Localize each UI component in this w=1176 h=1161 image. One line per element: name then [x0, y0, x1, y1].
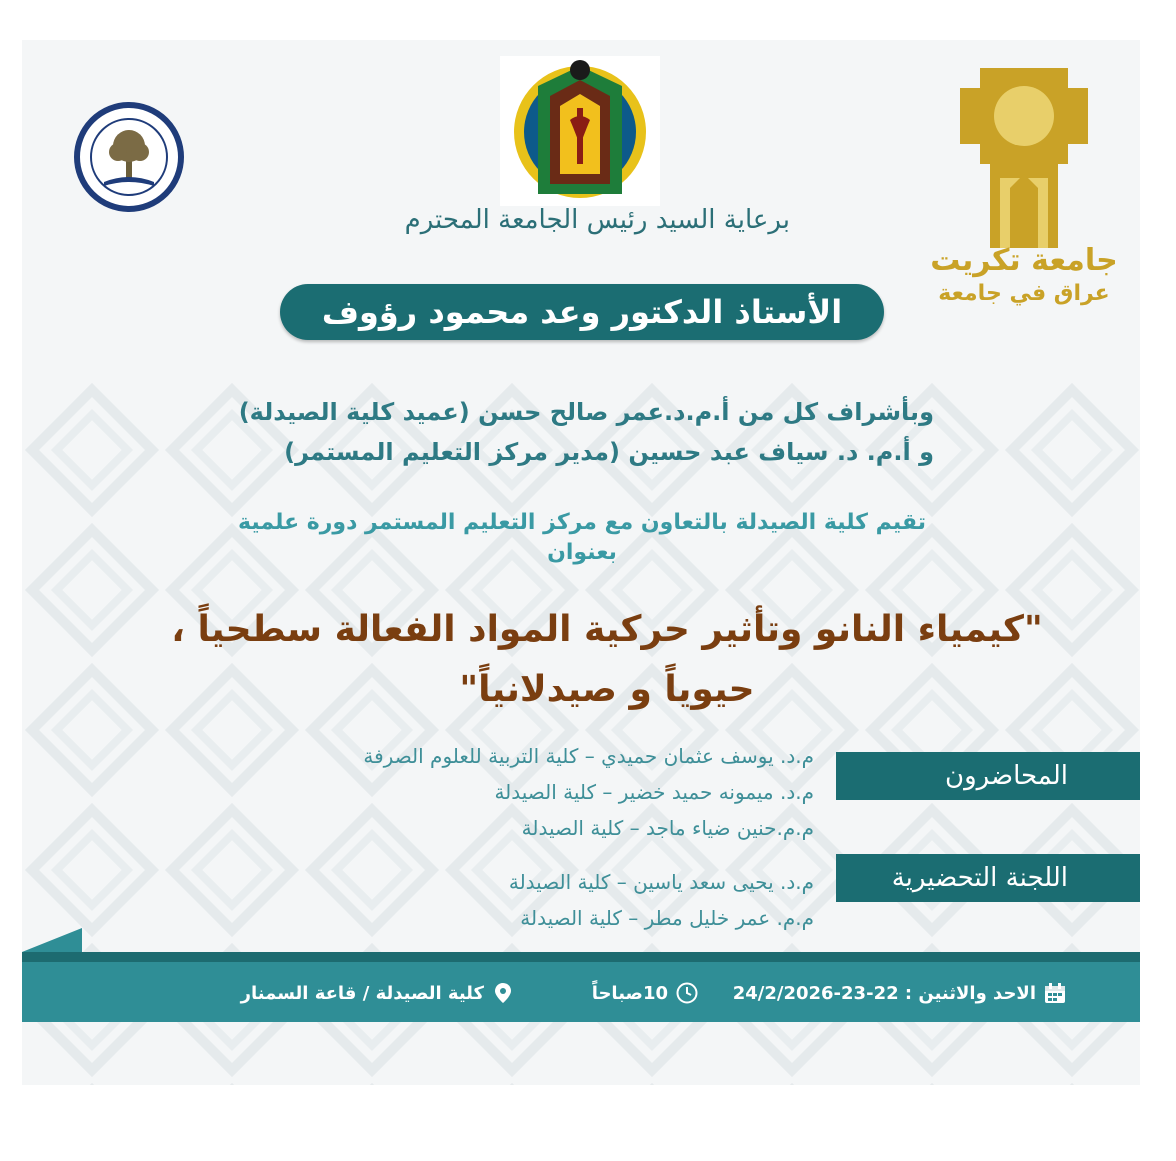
committee-item: م.د. يحيى سعد ياسين – كلية الصيدلة [508, 870, 814, 894]
calendar-icon [1044, 982, 1066, 1004]
patronage-line: برعاية السيد رئيس الجامعة المحترم [404, 205, 790, 235]
committee-list [134, 864, 814, 936]
event-date-text: الاحد والاثنين : 22-23-24/2/2026 [732, 982, 1036, 1004]
intro-line-1: تقيم كلية الصيدلة بالتعاون مع مركز التعليم المستمر دورة علمية [238, 510, 926, 535]
lecturers-label: المحاضرون [836, 752, 1140, 800]
event-time [592, 982, 698, 1004]
committee-label: اللجنة التحضيرية [836, 854, 1140, 902]
lecturers-list [134, 738, 814, 846]
event-info-bar [22, 952, 1140, 1022]
event-time-text: 10صباحاً [591, 982, 668, 1004]
lecturer-item: م.د. يوسف عثمان حميدي – كلية التربية للعلوم الصرفة [363, 744, 814, 768]
course-intro [172, 508, 992, 568]
university-logo-slogan: عراق في جامعة [938, 281, 1110, 306]
course-title-line-1: "كيمياء النانو وتأثير حركية المواد الفعالة سطحياً ، [171, 609, 1043, 650]
intro-line-2: بعنوان [547, 540, 617, 565]
supervision-block [174, 392, 934, 472]
lecturer-item: م.م.حنين ضياء ماجد – كلية الصيدلة [521, 816, 814, 840]
supervision-line-1: وبأشراف كل من أ.م.د.عمر صالح حسن (عميد كلية الصيدلة) [238, 398, 934, 426]
university-logo-text: جامعة تكريت [930, 243, 1118, 278]
supervision-line-2: و أ.م. د. سياف عبد حسين (مدير مركز التعليم المستمر) [284, 438, 934, 466]
event-location-text: كلية الصيدلة / قاعة السمنار [240, 982, 484, 1004]
event-date [733, 982, 1066, 1004]
course-title-line-2: حيوياً و صيدلانياً" [459, 669, 755, 710]
clock-icon [676, 982, 698, 1004]
president-name-banner: الأستاذ الدكتور وعد محمود رؤوف [280, 284, 884, 340]
location-pin-icon [492, 982, 514, 1004]
continuing-education-center-logo [74, 102, 184, 212]
lecturer-item: م.د. ميمونه حميد خضير – كلية الصيدلة [494, 780, 814, 804]
tikrit-university-logo [930, 68, 1118, 308]
event-location [241, 982, 514, 1004]
pharmacy-college-logo [500, 56, 660, 206]
poster [22, 40, 1140, 1085]
committee-item: م.م. عمر خليل مطر – كلية الصيدلة [520, 906, 814, 930]
course-title [132, 600, 1082, 720]
